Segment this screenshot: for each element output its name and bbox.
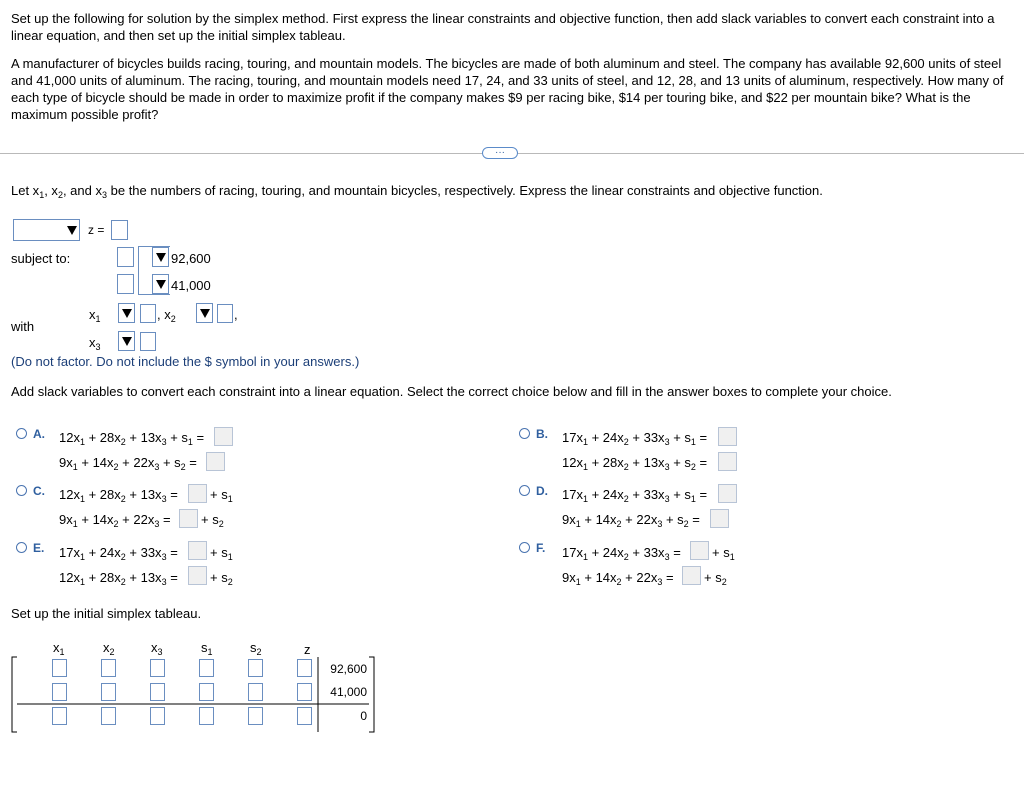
x1-relation-dropdown[interactable] xyxy=(118,303,135,323)
prompt-lead: Let x xyxy=(11,183,40,198)
tableau-rhs-2: 41,000 xyxy=(330,685,367,699)
option-b-eq2: $12x_1 + 28x_2 + 13x_3 + s_2$ = xyxy=(562,455,708,472)
option-f-label: F. xyxy=(536,541,546,555)
header-s2: $s_2$ xyxy=(250,640,262,657)
more-button[interactable]: ··· xyxy=(482,147,518,159)
z-label: z = xyxy=(88,223,105,237)
tableau-cell-r3-z[interactable] xyxy=(297,707,312,725)
constraint1-lhs-input[interactable] xyxy=(117,247,134,267)
x2-var: , $x_2$ xyxy=(157,307,176,324)
chevron-down-icon xyxy=(153,275,168,293)
option-e-eq1: $17x_1 + 24x_2 + 33x_3$ = xyxy=(59,545,178,562)
header-z: z xyxy=(304,642,311,657)
option-f-s1: + $s_1$ xyxy=(712,545,735,562)
option-c-s2: + $s_2$ xyxy=(201,512,224,529)
tableau-cell-r1-z[interactable] xyxy=(297,659,312,677)
tableau-cell-r3-x2[interactable] xyxy=(101,707,116,725)
header-x3: $x_3$ xyxy=(151,640,163,657)
part2-prompt: Add slack variables to convert each constraint into a linear equation. Select the correct choice below and fill in the answer boxes to complete your choice. xyxy=(11,384,892,399)
tableau-cell-r1-s2[interactable] xyxy=(248,659,263,677)
x2-bound-input[interactable] xyxy=(217,304,233,323)
tableau-cell-r3-s2[interactable] xyxy=(248,707,263,725)
subject-to-label: subject to: xyxy=(11,251,71,266)
option-a-input2[interactable] xyxy=(206,452,225,471)
header-x1: $x_1$ xyxy=(53,640,65,657)
header-x2: $x_2$ xyxy=(103,640,115,657)
option-a-eq2: $9x_1 + 14x_2 + 22x_3 + s_2$ = xyxy=(59,455,197,472)
chevron-down-icon xyxy=(197,304,212,322)
tableau-cell-r1-x2[interactable] xyxy=(101,659,116,677)
option-e-s1: + $s_1$ xyxy=(210,545,233,562)
option-c-input1[interactable] xyxy=(188,484,207,503)
option-d-input1[interactable] xyxy=(718,484,737,503)
objective-input[interactable] xyxy=(111,220,128,240)
chevron-down-icon xyxy=(119,332,134,350)
with-label: with xyxy=(11,319,35,334)
chevron-down-icon xyxy=(119,304,134,322)
chevron-down-icon xyxy=(153,248,168,266)
option-b-radio[interactable] xyxy=(519,428,530,439)
option-b-label: B. xyxy=(536,427,548,441)
tableau-cell-r3-x1[interactable] xyxy=(52,707,67,725)
tableau-cell-r2-s1[interactable] xyxy=(199,683,214,701)
objective-type-dropdown[interactable] xyxy=(13,219,80,241)
option-a-label: A. xyxy=(33,427,45,441)
x1-var: $x_1$ xyxy=(89,307,101,324)
chevron-down-icon xyxy=(64,220,79,240)
option-e-input2[interactable] xyxy=(188,566,207,585)
instructions-text: Set up the following for solution by the simplex method. First express the linear constraints and objective function, then add slack variables to convert each constraint into a linear equation, and then set up the initial simplex tableau. xyxy=(11,11,995,43)
comma: , xyxy=(234,307,238,322)
option-d-label: D. xyxy=(536,484,548,498)
tableau-cell-r2-x3[interactable] xyxy=(150,683,165,701)
option-a-input1[interactable] xyxy=(214,427,233,446)
tableau-cell-r2-x1[interactable] xyxy=(52,683,67,701)
option-e-s2: + $s_2$ xyxy=(210,570,233,587)
constraint2-lhs-input[interactable] xyxy=(117,274,134,294)
option-c-eq2: $9x_1 + 14x_2 + 22x_3$ = xyxy=(59,512,171,529)
constraint2-relation-dropdown[interactable] xyxy=(152,274,169,294)
constraint2-rhs: 41,000 xyxy=(171,278,211,293)
tableau-cell-r2-s2[interactable] xyxy=(248,683,263,701)
part1-prompt: Let $x_1$, $x_2$, and $x_3$ be the numbers of racing, touring, and mountain bicycles, respectively. Express the linear constraints and objective function. xyxy=(11,183,823,200)
option-d-eq1: $17x_1 + 24x_2 + 33x_3 + s_1$ = xyxy=(562,487,708,504)
tableau-cell-r1-s1[interactable] xyxy=(199,659,214,677)
option-b-input2[interactable] xyxy=(718,452,737,471)
option-d-eq2: $9x_1 + 14x_2 + 22x_3 + s_2$ = xyxy=(562,512,700,529)
x2-relation-dropdown[interactable] xyxy=(196,303,213,323)
x3-bound-input[interactable] xyxy=(140,332,156,351)
option-d-input2[interactable] xyxy=(710,509,729,528)
x1-bound-input[interactable] xyxy=(140,304,156,323)
x3-var: $x_3$ xyxy=(89,335,101,352)
part3-prompt: Set up the initial simplex tableau. xyxy=(11,606,202,621)
option-a-radio[interactable] xyxy=(16,428,27,439)
answer-note: (Do not factor. Do not include the $ symbol in your answers.) xyxy=(11,354,360,369)
option-c-eq1: $12x_1 + 28x_2 + 13x_3$ = xyxy=(59,487,178,504)
option-e-radio[interactable] xyxy=(16,542,27,553)
prompt-rest: be the numbers of racing, touring, and mountain bicycles, respectively. Express the linear constraints and objective function. xyxy=(110,183,823,198)
option-b-input1[interactable] xyxy=(718,427,737,446)
option-c-radio[interactable] xyxy=(16,485,27,496)
option-c-s1: + $s_1$ xyxy=(210,487,233,504)
tableau-cell-r1-x1[interactable] xyxy=(52,659,67,677)
option-c-input2[interactable] xyxy=(179,509,198,528)
header-s1: $s_1$ xyxy=(201,640,213,657)
option-f-radio[interactable] xyxy=(519,542,530,553)
constraint1-rhs: 92,600 xyxy=(171,251,211,266)
tableau-cell-r3-x3[interactable] xyxy=(150,707,165,725)
option-b-eq1: $17x_1 + 24x_2 + 33x_3 + s_1$ = xyxy=(562,430,708,447)
problem-text: A manufacturer of bicycles builds racing, touring, and mountain models. The bicycles are made of both aluminum and steel. The company has available 92,600 units of steel and 41,000 units of aluminum. The racing, touring, and mountain models need 17, 24, and 33 units of steel, and 12, 28, and 13 units of aluminum, respectively. How many of each type of bicycle should be made in order to maximize profit if the company makes $9 per racing bike, $14 per touring bike, and $22 per mountain bike? What is the maximum possible profit? xyxy=(11,56,1004,122)
constraint1-relation-dropdown[interactable] xyxy=(152,247,169,267)
option-f-input1[interactable] xyxy=(690,541,709,560)
option-f-eq1: $17x_1 + 24x_2 + 33x_3$ = xyxy=(562,545,681,562)
tableau-rhs-1: 92,600 xyxy=(330,662,367,676)
option-e-eq2: $12x_1 + 28x_2 + 13x_3$ = xyxy=(59,570,178,587)
x3-relation-dropdown[interactable] xyxy=(118,331,135,351)
tableau-cell-r2-z[interactable] xyxy=(297,683,312,701)
tableau-cell-r1-x3[interactable] xyxy=(150,659,165,677)
tableau-rhs-3: 0 xyxy=(360,709,367,723)
option-e-label: E. xyxy=(33,541,45,555)
option-d-radio[interactable] xyxy=(519,485,530,496)
option-a-eq1: $12x_1 + 28x_2 + 13x_3 + s_1$ = xyxy=(59,430,205,447)
tableau-cell-r3-s1[interactable] xyxy=(199,707,214,725)
option-c-label: C. xyxy=(33,484,45,498)
option-f-input2[interactable] xyxy=(682,566,701,585)
option-e-input1[interactable] xyxy=(188,541,207,560)
option-f-s2: + $s_2$ xyxy=(704,570,727,587)
option-f-eq2: $9x_1 + 14x_2 + 22x_3$ = xyxy=(562,570,674,587)
tableau-cell-r2-x2[interactable] xyxy=(101,683,116,701)
